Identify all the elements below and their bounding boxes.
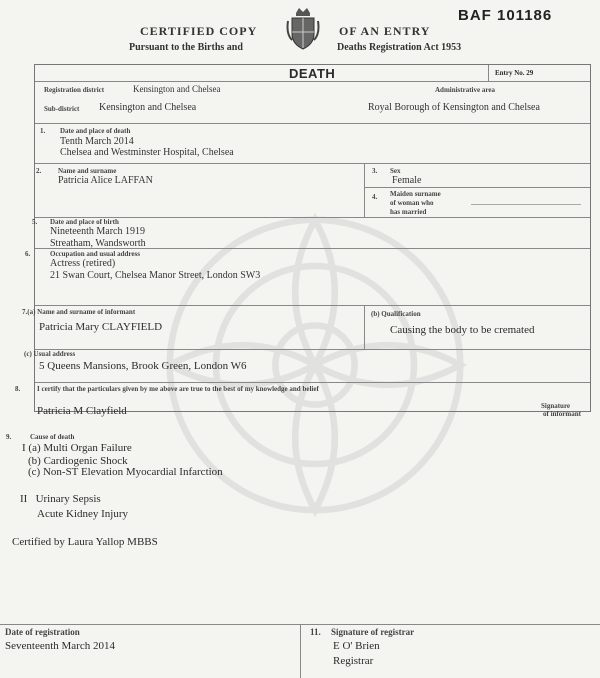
qualification-label: (b) Qualification	[371, 310, 421, 318]
certificate-serial-number: BAF 101186	[458, 7, 553, 24]
certification-label: I certify that the particulars given by me above are true to the best of my knowledge and belief	[37, 385, 319, 393]
maiden-surname-label-2: of woman who	[390, 199, 434, 207]
footer-divider-vertical	[300, 624, 301, 678]
of-an-entry-heading: OF AN ENTRY	[339, 24, 431, 38]
registrar-title: Registrar	[333, 655, 374, 667]
sex-label: Sex	[390, 167, 401, 175]
form-title: DEATH	[289, 66, 336, 81]
date-of-birth: Nineteenth March 1919	[50, 226, 145, 237]
signature-label-2: of informant	[543, 410, 581, 418]
field-6-number: 6.	[25, 250, 31, 258]
informant-name-label: 7.(a) Name and surname of informant	[22, 308, 136, 316]
pursuant-right: Deaths Registration Act 1953	[337, 42, 462, 53]
date-of-death: Tenth March 2014	[60, 136, 134, 147]
place-of-death: Chelsea and Westminster Hospital, Chelsea	[60, 147, 234, 158]
certified-by: Certified by Laura Yallop MBBS	[12, 536, 158, 548]
cause-line-1c: (c) Non-ST Elevation Myocardial Infarction	[28, 466, 223, 478]
informant-address: 5 Queens Mansions, Brook Green, London W6	[39, 360, 247, 372]
date-of-registration-label: Date of registration	[5, 627, 80, 637]
registration-district-label: Registration district	[44, 86, 105, 94]
field-11-number: 11.	[310, 627, 321, 637]
field-1-number: 1.	[40, 127, 46, 135]
usual-address: 21 Swan Court, Chelsea Manor Street, London SW3	[50, 270, 261, 281]
qualification-value: Causing the body to be cremated	[390, 324, 535, 336]
field-4-number: 4.	[372, 193, 378, 201]
informant-address-label: (c) Usual address	[24, 350, 76, 358]
entry-number: Entry No. 29	[495, 69, 534, 77]
date-of-registration: Seventeenth March 2014	[5, 640, 115, 652]
date-place-birth-label: Date and place of birth	[50, 218, 119, 226]
certified-copy-heading: CERTIFIED COPY	[140, 24, 258, 38]
administrative-area-value: Royal Borough of Kensington and Chelsea	[368, 102, 540, 113]
cause-line-2b: Acute Kidney Injury	[37, 508, 129, 520]
registration-district-value: Kensington and Chelsea	[133, 84, 221, 94]
occupation: Actress (retired)	[50, 258, 116, 269]
field-8-number: 8.	[15, 385, 21, 393]
place-of-birth: Streatham, Wandsworth	[50, 238, 146, 249]
occupation-address-label: Occupation and usual address	[50, 250, 140, 258]
maiden-surname-label-1: Maiden surname	[390, 190, 441, 198]
field-9-number: 9.	[6, 433, 12, 441]
cause-of-death-label: Cause of death	[30, 433, 75, 441]
informant-name: Patricia Mary CLAYFIELD	[39, 321, 163, 333]
signature-label-1: Signature	[541, 402, 571, 410]
cause-line-1a: I (a) Multi Organ Failure	[22, 442, 132, 454]
field-3-number: 3.	[372, 167, 378, 175]
maiden-surname-label-3: has married	[390, 208, 427, 216]
registrar-signature-label: Signature of registrar	[331, 627, 415, 637]
deceased-name: Patricia Alice LAFFAN	[58, 175, 153, 186]
cause-line-1b: (b) Cardiogenic Shock	[28, 455, 128, 467]
field-5-number: 5.	[32, 218, 38, 226]
registrar-name: E O' Brien	[333, 640, 380, 652]
cause-line-2: II Urinary Sepsis	[20, 493, 101, 505]
date-place-death-label: Date and place of death	[60, 127, 131, 135]
sub-district-value: Kensington and Chelsea	[99, 102, 197, 113]
informant-signature: Patricia M Clayfield	[37, 405, 127, 417]
pursuant-left: Pursuant to the Births and	[129, 42, 243, 53]
administrative-area-label: Administrative area	[435, 86, 495, 94]
royal-crest-icon	[286, 6, 320, 52]
death-entry-form	[15, 64, 591, 418]
sex-value: Female	[392, 175, 422, 186]
sub-district-label: Sub-district	[44, 105, 80, 113]
name-surname-label: Name and surname	[58, 167, 117, 175]
field-2-number: 2.	[36, 167, 42, 175]
